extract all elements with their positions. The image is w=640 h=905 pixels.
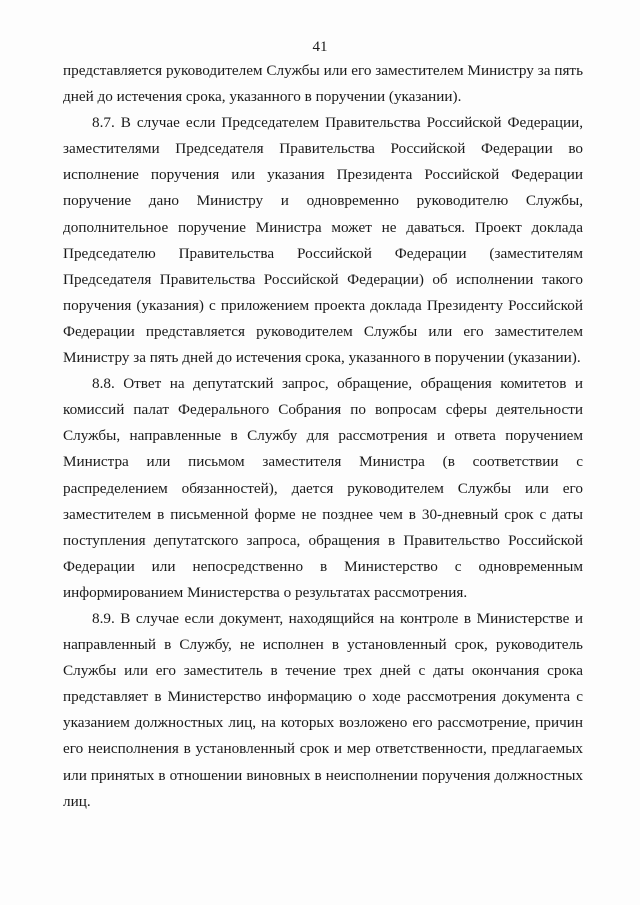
paragraph-8-9: 8.9. В случае если документ, находящийся на контроле в Министерстве и направленный в Службу, не исполнен в установленный срок, руководитель Службы или его заместитель в течение трех дней с даты окончания срока представляет в Министерство информацию о ходе рассмотрения документа с указанием должностных лиц, на которых возложено его рассмотрение, причин его неисполнения в установленный срок и мер ответственности, предлагаемых или принятых в отношении виновных в неисполнении поручения должностных лиц. <box>63 609 583 810</box>
paragraph-8-8: 8.8. Ответ на депутатский запрос, обращение, обращения комитетов и комиссий палат Федерального Собрания по вопросам сферы деятельности Службы, направленные в Службу для рассмотрения и ответа поручением Министра или письмом заместителя Министра (в соответствии с распределением обязанностей), дается руководителем Службы или его заместителем в письменной форме не позднее чем в 30-дневный срок с даты поступления депутатского запроса, обращения в Правительство Российской Федерации или непосредственно в Министерство с одновременным информированием Министерства о результатах рассмотрения. <box>63 375 583 601</box>
paragraph-continuation: представляется руководителем Службы или его заместителем Министру за пять дней до истечения срока, указанного в поручении (указании). <box>63 62 583 106</box>
page-number: 41 <box>312 39 328 55</box>
document-body <box>63 58 583 815</box>
paragraph-8-7: 8.7. В случае если Председателем Правительства Российской Федерации, заместителями Председателя Правительства Российской Федерации во исполнение поручения или указания Президента Российской Федерации поручение дано Министру и одновременно руководителю Службы, дополнительное поручение Министра может не даваться. Проект доклада Председателю Правительства Российской Федерации (заместителям Председателя Правительства Российской Федерации) об исполнении такого поручения (указания) с приложением проекта доклада Президенту Российской Федерации представляется руководителем Службы или его заместителем Министру за пять дней до истечения срока, указанного в поручении (указании). <box>63 114 583 367</box>
